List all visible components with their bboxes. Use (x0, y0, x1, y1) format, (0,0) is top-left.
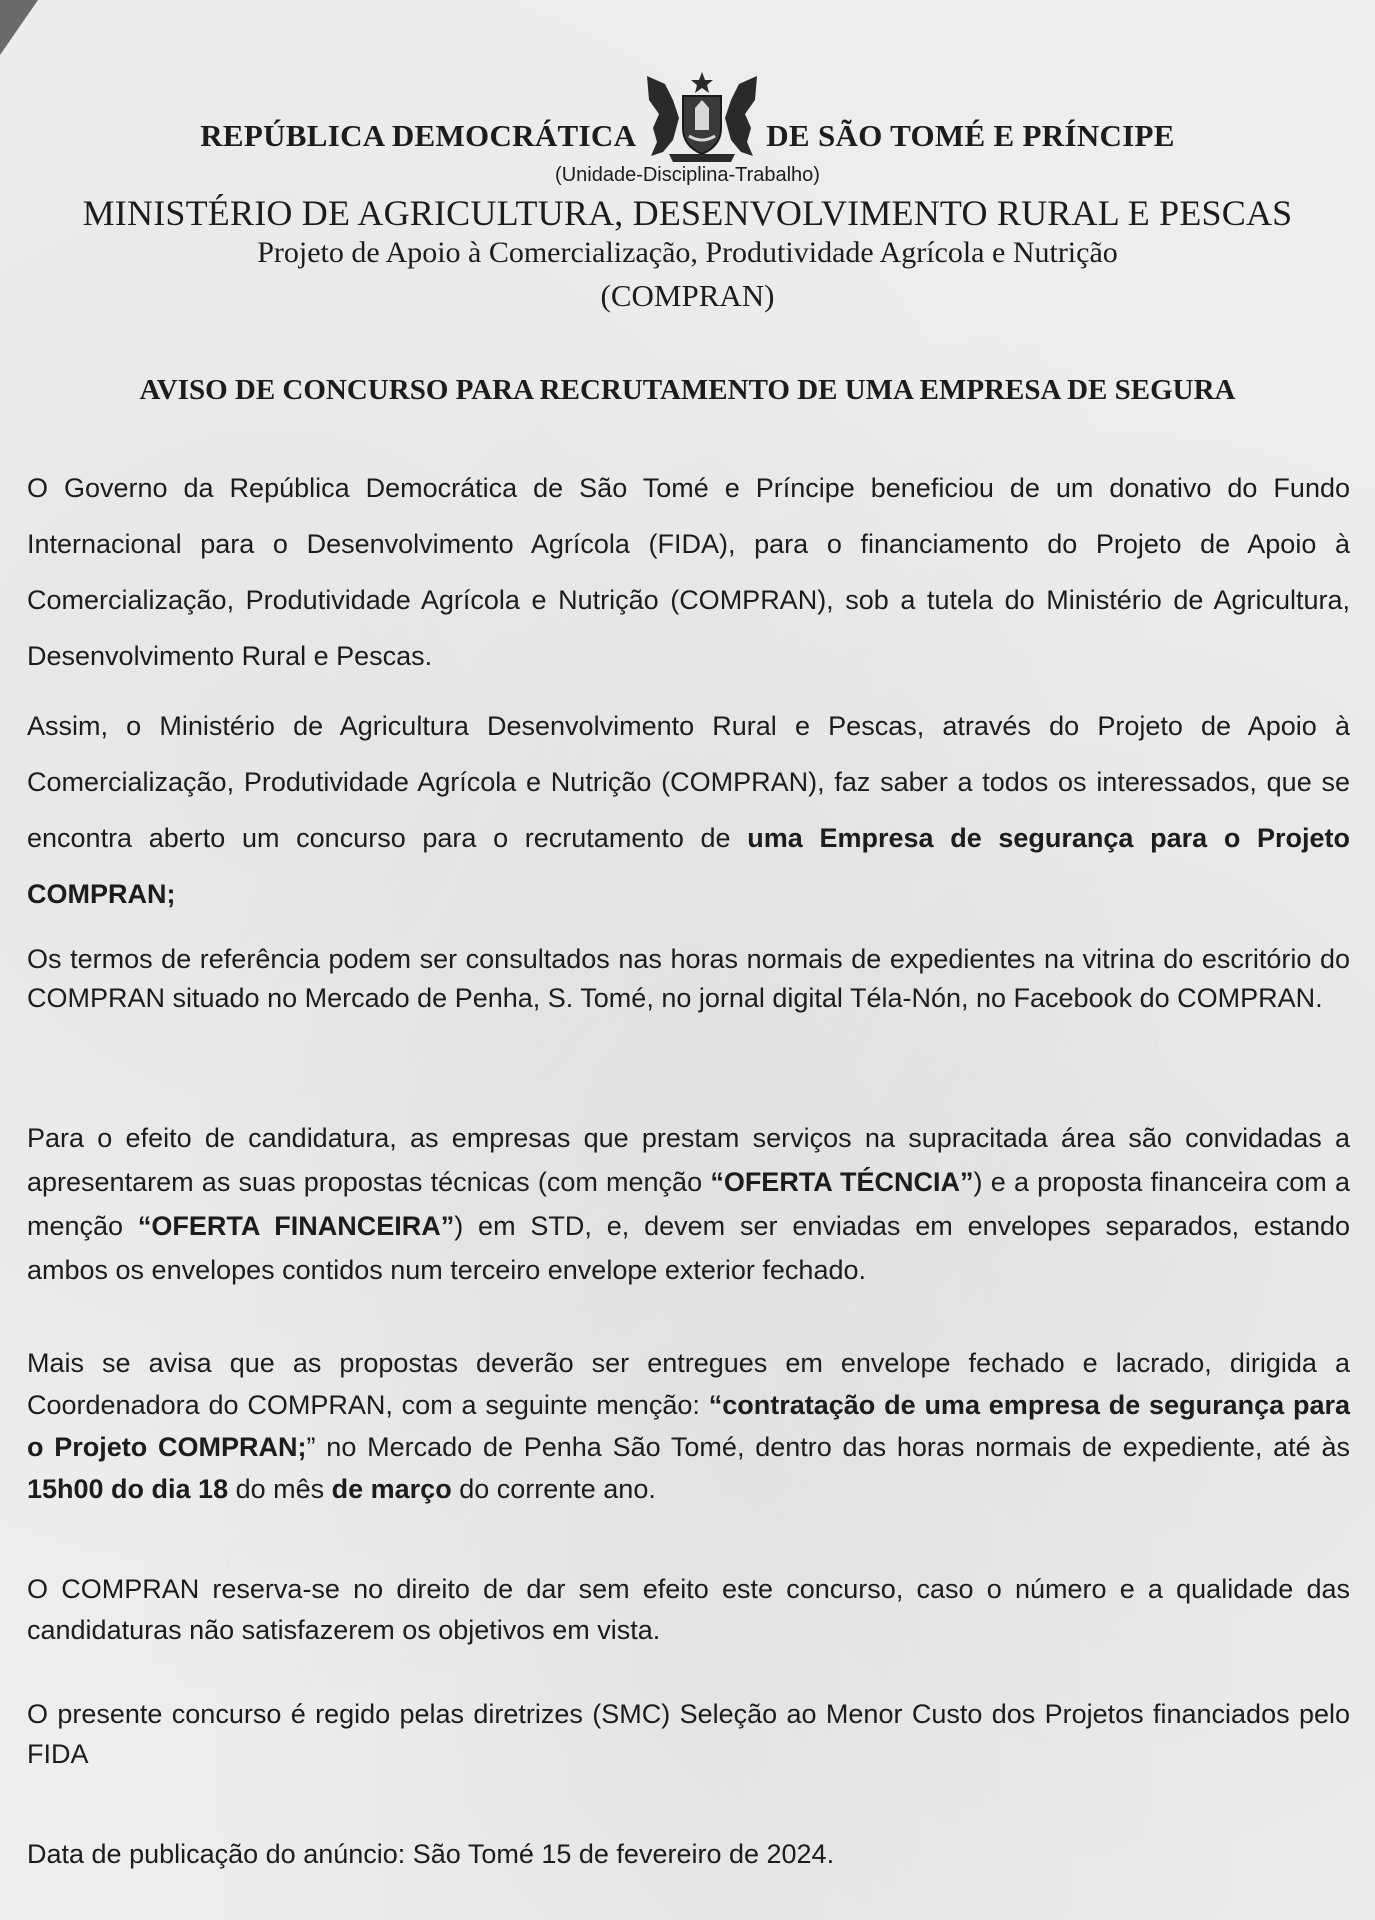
paragraph-reservation: O COMPRAN reserva-se no direito de dar sem efeito este concurso, caso o número e a qualidade das candidaturas não satisfazerem os objetivos em vista. (27, 1574, 1350, 1645)
paragraph-submission (27, 1342, 1350, 1510)
paragraph-guidelines: O presente concurso é regido pelas diretrizes (SMC) Seleção ao Menor Custo dos Projetos financiados pelo FIDA (27, 1699, 1350, 1769)
country-heading-right: DE SÃO TOMÉ E PRÍNCIPE (766, 118, 1175, 153)
country-heading-left: REPÚBLICA DEMOCRÁTICA (200, 118, 637, 153)
paragraph-announcement (27, 698, 1350, 922)
folded-corner (0, 0, 38, 55)
project-name: Projeto de Apoio à Comercialização, Produtividade Agrícola e Nutrição (257, 236, 1118, 269)
submission-mention: “contratação de uma empresa de segurança para o Projeto COMPRAN; (27, 1390, 1350, 1462)
submission-text-4: do corrente ano. (451, 1474, 656, 1504)
ministry-name: MINISTÉRIO DE AGRICULTURA, DESENVOLVIMENTO RURAL E PESCAS (82, 193, 1293, 233)
notice-title: AVISO DE CONCURSO PARA RECRUTAMENTO DE UMA EMPRESA DE SEGURA (139, 374, 1236, 406)
paragraph-terms-of-reference: Os termos de referência podem ser consultados nas horas normais de expedientes na vitrina do escritório do COMPRAN situado no Mercado de Penha, S. Tomé, no jornal digital Téla-Nón, no Facebook do COMPRAN. (27, 944, 1350, 1013)
deadline-month: de março (331, 1474, 452, 1504)
paragraph-application (27, 1116, 1350, 1292)
application-text-1: Para o efeito de candidatura, as empresas que prestam serviços na supracitada área são convidadas a apresentarem as suas propostas técnicas (com menção (27, 1123, 1350, 1197)
application-text-2: ) e a proposta financeira com a menção (27, 1167, 1350, 1241)
submission-text-3: do mês (228, 1474, 332, 1504)
submission-text-1: Mais se avisa que as propostas deverão ser entregues em envelope fechado e lacrado, dirigida a Coordenadora do COMPRAN, com a seguinte menção: (27, 1348, 1350, 1420)
project-acronym: (COMPRAN) (600, 278, 775, 313)
coat-of-arms-emblem (643, 70, 761, 165)
financial-offer-label: “OFERTA FINANCEIRA” (137, 1211, 455, 1241)
technical-offer-label: “OFERTA TÉCNCIA” (710, 1167, 974, 1197)
application-text-3: ) em STD, e, devem ser enviadas em envelopes separados, estando ambos os envelopes contidos num terceiro envelope exterior fechado. (27, 1211, 1351, 1285)
national-motto: (Unidade-Disciplina-Trabalho) (555, 164, 820, 186)
announcement-text: Assim, o Ministério de Agricultura Desenvolvimento Rural e Pescas, através do Projeto de Apoio à Comercialização, Produtividade Agrícola e Nutrição (COMPRAN), faz saber a todos os interessados, que se encontra aberto um concurso para o recrutamento de (27, 711, 1350, 853)
announcement-emphasis: uma Empresa de segurança para o Projeto COMPRAN; (27, 823, 1351, 909)
paragraph-funding: O Governo da República Democrática de São Tomé e Príncipe beneficiou de um donativo do Fundo Internacional para o Desenvolvimento Agrícola (FIDA), para o financiamento do Projeto de Apoio à Comercialização, Produtividade Agrícola e Nutrição (COMPRAN), sob a tutela do Ministério de Agricultura, Desenvolvimento Rural e Pescas. (27, 473, 1350, 671)
deadline-time-day: 15h00 do dia 18 (27, 1474, 229, 1504)
publication-date: Data de publicação do anúncio: São Tomé 15 de fevereiro de 2024. (27, 1839, 835, 1869)
submission-text-2: ” no Mercado de Penha São Tomé, dentro das horas normais de expediente, até às (306, 1432, 1350, 1462)
